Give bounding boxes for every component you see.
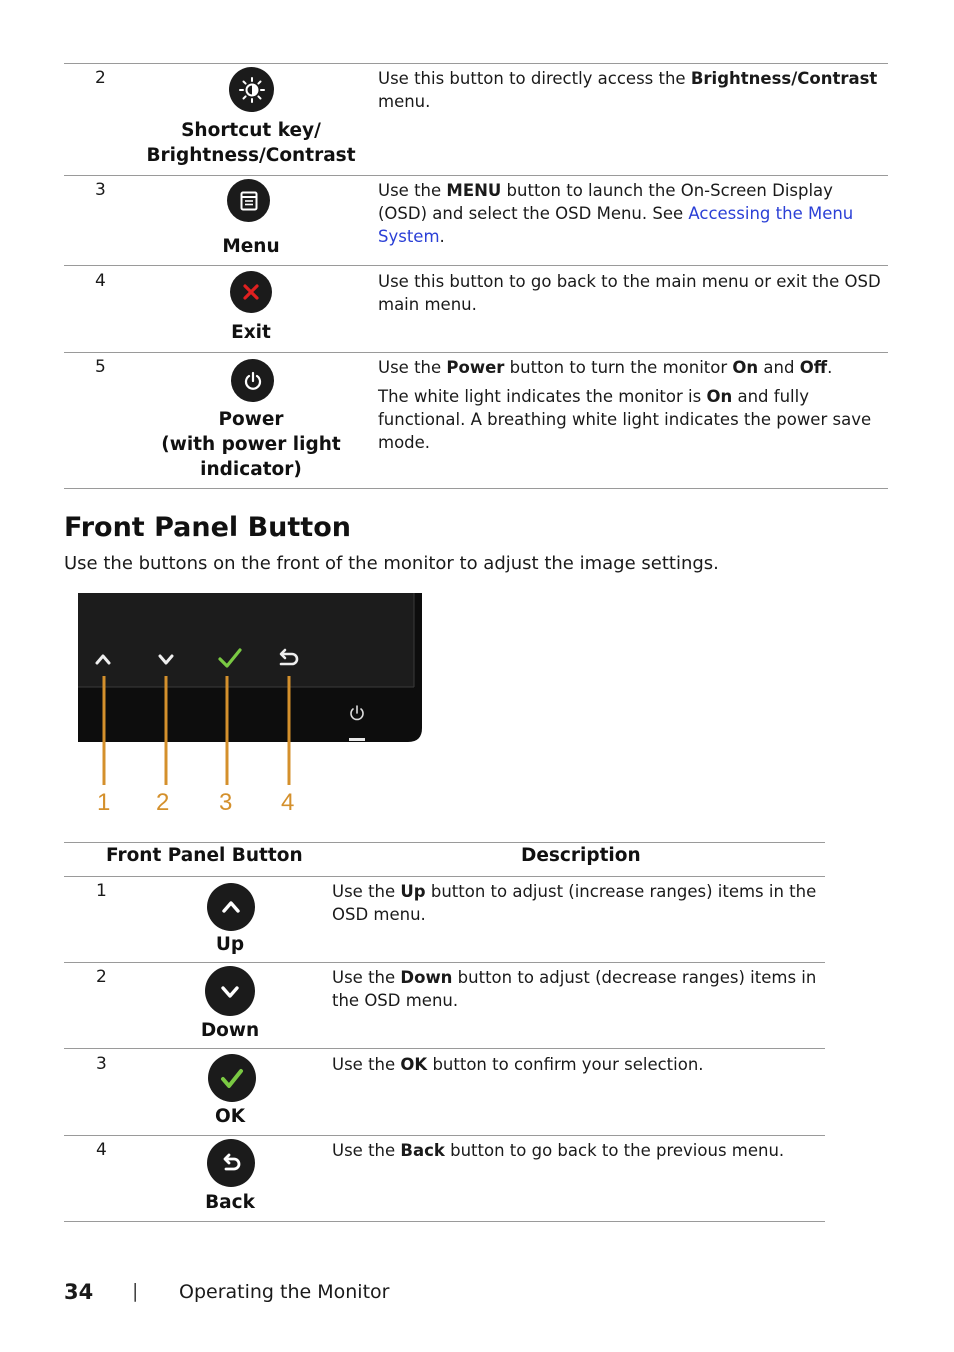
exit-icon bbox=[230, 271, 272, 313]
table-rule bbox=[64, 842, 825, 843]
power-icon bbox=[231, 359, 274, 402]
table-rule bbox=[64, 175, 888, 176]
row-number: 3 bbox=[96, 1054, 107, 1074]
monitor-front-panel-figure bbox=[77, 592, 423, 817]
row-number: 4 bbox=[95, 271, 106, 291]
back-arrow-icon bbox=[207, 1139, 255, 1187]
row-description: Use the MENU button to launch the On-Screen Display (OSD) and select the OSD Menu. See Accessing the Menu System. bbox=[378, 181, 854, 246]
row-description: Use the Up button to adjust (increase ranges) items in the OSD menu. bbox=[332, 882, 817, 924]
row-description: Use the OK button to confirm your selection. bbox=[332, 1055, 704, 1074]
row-number: 1 bbox=[96, 881, 107, 901]
table-rule bbox=[64, 352, 888, 353]
button-label-menu: Menu bbox=[222, 236, 280, 257]
table-rule bbox=[64, 962, 825, 963]
table-rule bbox=[64, 1221, 825, 1222]
row-number: 5 bbox=[95, 357, 106, 377]
table-rule bbox=[64, 876, 825, 877]
section-intro: Use the buttons on the front of the monitor to adjust the image settings. bbox=[64, 553, 719, 574]
row-description: Use this button to directly access the Brightness/Contrast menu. bbox=[378, 69, 878, 111]
callout-number: 3 bbox=[219, 789, 233, 816]
footer-separator: | bbox=[132, 1280, 139, 1302]
brightness-contrast-icon bbox=[229, 67, 274, 112]
button-label-brightness: Shortcut key/ Brightness/Contrast bbox=[146, 120, 356, 166]
row-number: 2 bbox=[95, 68, 106, 88]
callout-number: 1 bbox=[97, 789, 111, 816]
callout-number: 4 bbox=[281, 789, 295, 816]
row-number: 3 bbox=[95, 180, 106, 200]
table-rule bbox=[64, 488, 888, 489]
row-number: 2 bbox=[96, 967, 107, 987]
button-label-power: Power (with power light indicator) bbox=[161, 409, 341, 480]
page-number: 34 bbox=[64, 1280, 94, 1304]
button-label-ok: OK bbox=[214, 1106, 246, 1127]
row-number: 4 bbox=[96, 1140, 107, 1160]
row-description: Use the Down button to adjust (decrease ranges) items in the OSD menu. bbox=[332, 968, 817, 1010]
table-header-button: Front Panel Button bbox=[106, 845, 303, 866]
row-description: Use this button to go back to the main menu or exit the OSD main menu. bbox=[378, 272, 881, 314]
table-rule bbox=[64, 1135, 825, 1136]
row-description: Use the Power button to turn the monitor On and Off. The white light indicates the monitor is On and fully functional. A breathing white light indicates the power save mode. bbox=[378, 358, 872, 452]
section-title: Front Panel Button bbox=[64, 512, 351, 543]
menu-icon bbox=[227, 179, 270, 222]
chevron-up-icon bbox=[207, 883, 255, 931]
callout-number: 2 bbox=[156, 789, 170, 816]
table-rule bbox=[64, 63, 888, 64]
footer-section-title: Operating the Monitor bbox=[179, 1281, 390, 1303]
row-description: Use the Back button to go back to the previous menu. bbox=[332, 1141, 785, 1160]
table-rule bbox=[64, 265, 888, 266]
button-label-up: Up bbox=[215, 934, 245, 955]
table-header-description: Description bbox=[521, 845, 641, 866]
button-label-down: Down bbox=[200, 1020, 260, 1041]
checkmark-icon bbox=[208, 1054, 256, 1102]
table-rule bbox=[64, 1048, 825, 1049]
button-label-back: Back bbox=[205, 1192, 255, 1213]
button-label-exit: Exit bbox=[231, 322, 271, 343]
chevron-down-icon bbox=[205, 966, 255, 1016]
